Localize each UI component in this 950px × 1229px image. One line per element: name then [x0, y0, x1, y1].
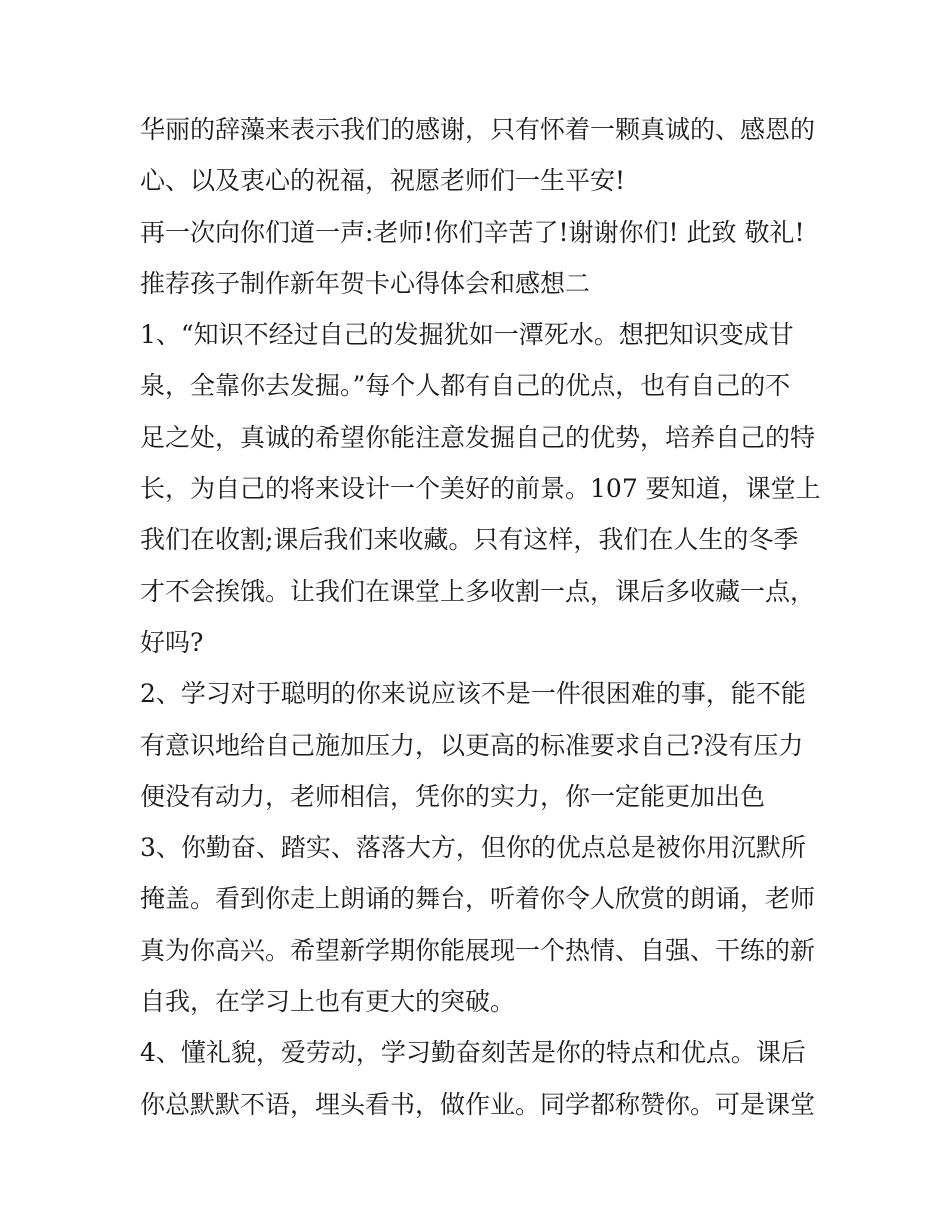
body-text — [140, 104, 830, 1130]
text-line: 3、你勤奋、踏实、落落大方，但你的优点总是被你用沉默所 — [140, 833, 806, 863]
text-line: 好吗? — [140, 627, 204, 657]
text-line: 掩盖。看到你走上朗诵的舞台，听着你令人欣赏的朗诵，老师 — [140, 884, 816, 914]
text-line: 1、“知识不经过自己的发掘犹如一潭死水。想把知识变成甘 — [140, 320, 794, 350]
text-line: 真为你高兴。希望新学期你能展现一个热情、自强、干练的新 — [140, 935, 816, 965]
text-line: 2、学习对于聪明的你来说应该不是一件很困难的事，能不能 — [140, 679, 806, 709]
text-line: 再一次向你们道一声:老师!你们辛苦了!谢谢你们! 此致 敬礼! — [140, 217, 805, 247]
section-heading: 推荐孩子制作新年贺卡心得体会和感想二 — [140, 268, 591, 298]
text-line: 自我，在学习上也有更大的突破。 — [140, 987, 516, 1017]
text-line: 长，为自己的将来设计一个美好的前景。107 要知道，课堂上 — [140, 474, 821, 504]
text-line: 你总默默不语，埋头看书，做作业。同学都称赞你。可是课堂 — [140, 1089, 816, 1119]
text-line: 华丽的辞藻来表示我们的感谢，只有怀着一颗真诚的、感恩的 — [140, 115, 816, 144]
text-line: 足之处，真诚的希望你能注意发掘自己的优势，培养自己的特 — [140, 422, 816, 452]
text-line: 4、懂礼貌，爱劳动，学习勤奋刻苦是你的特点和优点。课后 — [140, 1038, 806, 1068]
text-line: 有意识地给自己施加压力，以更高的标准要求自己?没有压力 — [140, 730, 804, 760]
text-line: 我们在收割;课后我们来收藏。只有这样，我们在人生的冬季 — [140, 525, 799, 555]
text-line: 泉，全靠你去发掘。”每个人都有自己的优点，也有自己的不 — [140, 371, 791, 401]
text-line: 便没有动力，老师相信，凭你的实力，你一定能更加出色 — [140, 781, 766, 811]
text-line: 才不会挨饿。让我们在课堂上多收割一点，课后多收藏一点， — [140, 576, 816, 606]
text-line: 心、以及衷心的祝福，祝愿老师们一生平安! — [140, 166, 626, 196]
